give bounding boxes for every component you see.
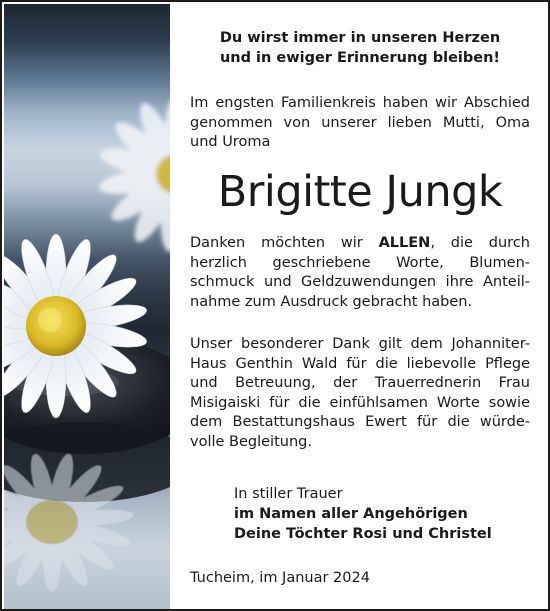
signature-line: Deine Töchter Rosi und Christel	[234, 526, 492, 542]
thanks-line	[190, 234, 530, 254]
intro-line: genommen von unserer lieben Mutti, Oma	[190, 114, 530, 131]
place-date: Tucheim, im Januar 2024	[190, 570, 370, 586]
special-thanks-line: volle Begleitung.	[190, 433, 312, 450]
special-thanks-line: und Betreuung, der Trauerrednerin Frau	[190, 375, 530, 391]
intro-paragraph	[190, 94, 530, 153]
thanks-line: nahme zum Ausdruck gebracht haben.	[190, 293, 473, 310]
thanks-text: Danken möchten wir	[190, 235, 379, 251]
notice-text-column	[172, 2, 550, 609]
special-thanks-line: Misigaiski für die einfühlsamen Worte sowie	[190, 394, 530, 411]
motto-heading	[190, 28, 530, 68]
special-thanks-paragraph	[190, 335, 530, 452]
thanks-text: , die durch	[430, 235, 530, 251]
signature-line: im Namen aller Angehörigen	[234, 506, 468, 522]
special-thanks-line: Haus Genthin Wald für die liebevolle Pflege	[190, 355, 530, 372]
deceased-name: Brigitte Jungk	[217, 167, 503, 217]
thanks-line: herzlich geschriebene Worte, Blumen-	[190, 254, 530, 271]
special-thanks-line: dem Bestattungshaus Ewert für die würde-	[190, 414, 530, 430]
motto-line: und in ewiger Erinnerung bleiben!	[219, 50, 501, 66]
intro-line: und Uroma	[190, 134, 271, 150]
thanks-paragraph	[190, 234, 530, 312]
daisy-illustration	[4, 4, 170, 609]
daisy-photo	[4, 4, 170, 609]
thanks-line: schmuck und Geldzuwendungen ihre Anteil-	[190, 274, 530, 290]
thanks-emphasis: ALLEN	[378, 235, 431, 251]
signature-line: In stiller Trauer	[234, 486, 343, 502]
intro-line: Im engsten Familienkreis haben wir Abschied	[190, 95, 530, 111]
signature-block	[234, 484, 492, 544]
special-thanks-line: Unser besonderer Dank gilt dem Johanniter-	[190, 336, 530, 352]
motto-line: Du wirst immer in unseren Herzen	[219, 30, 501, 46]
